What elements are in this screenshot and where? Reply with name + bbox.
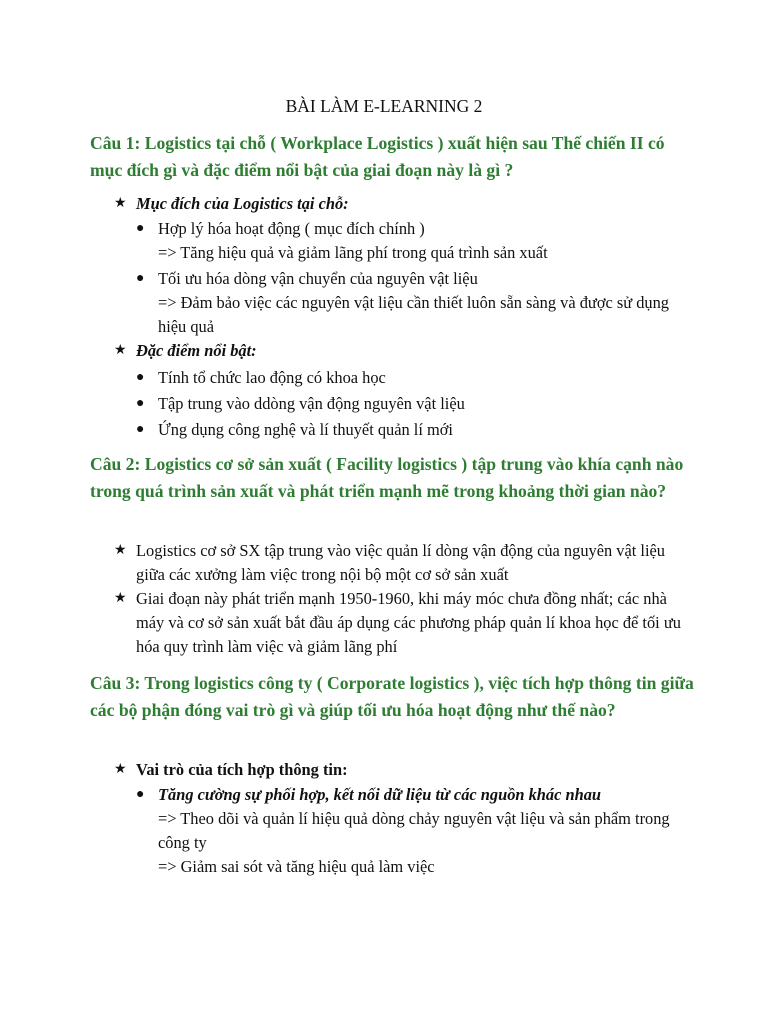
q1-feature-item-2 bbox=[136, 392, 681, 416]
star-bullet-icon: ★ bbox=[114, 762, 127, 777]
q1-feature-item-3 bbox=[136, 418, 681, 442]
q3-role-item-text: Tăng cường sự phối hợp, kết nối dữ liệu từ các nguồn khác nhau bbox=[158, 785, 602, 804]
q1-purpose-item-2-text: Tối ưu hóa dòng vận chuyển của nguyên vật liệu bbox=[158, 269, 478, 288]
bullet-dot-icon: ● bbox=[136, 787, 145, 802]
q2-item-2-text: Giai đoạn này phát triển mạnh 1950-1960, khi máy móc chưa đồng nhất; các nhà máy và cơ sở sản xuất bắt đầu áp dụng các phương pháp quản lí khoa học để tối ưu hóa quy trình làm việc và giảm lãng phí bbox=[136, 589, 681, 656]
q3-role-section bbox=[114, 758, 684, 782]
q3-role-sub-1: => Theo dõi và quản lí hiệu quả dòng chảy nguyên vật liệu và sản phẩm trong công ty bbox=[158, 809, 670, 852]
bullet-dot-icon: ● bbox=[136, 271, 145, 286]
q2-item-1-text: Logistics cơ sở SX tập trung vào việc quản lí dòng vận động của nguyên vật liệu giữa các xưởng làm việc trong nội bộ một cơ sở sản xuất bbox=[136, 541, 665, 584]
q1-purpose-item-2-sub: => Đảm bảo việc các nguyên vật liệu cần thiết luôn sẵn sàng và được sử dụng hiệu quả bbox=[158, 293, 669, 336]
q1-purpose-item-1-text: Hợp lý hóa hoạt động ( mục đích chính ) bbox=[158, 219, 425, 238]
question-3-heading: Câu 3: Trong logistics công ty ( Corporate logistics ), việc tích hợp thông tin giữa các bộ phận đóng vai trò gì và giúp tối ưu hóa hoạt động như thế nào? bbox=[90, 673, 694, 720]
document-title: BÀI LÀM E-LEARNING 2 bbox=[285, 96, 483, 116]
q2-item-1 bbox=[114, 539, 684, 587]
bullet-dot-icon: ● bbox=[136, 221, 145, 236]
q1-purpose-label: Mục đích của Logistics tại chỗ: bbox=[136, 194, 349, 213]
question-1-heading: Câu 1: Logistics tại chỗ ( Workplace Logistics ) xuất hiện sau Thế chiến II có mục đích gì và đặc điểm nổi bật của giai đoạn này là gì ? bbox=[90, 133, 665, 180]
q2-item-2 bbox=[114, 587, 684, 659]
q1-feature-item-2-text: Tập trung vào ddòng vận động nguyên vật liệu bbox=[158, 394, 465, 413]
q1-feature-item-1-text: Tính tổ chức lao động có khoa học bbox=[158, 368, 386, 387]
q3-role-label: Vai trò của tích hợp thông tin: bbox=[136, 760, 348, 779]
q1-purpose-item-1 bbox=[136, 217, 681, 265]
q1-purpose-item-2 bbox=[136, 267, 681, 339]
star-bullet-icon: ★ bbox=[114, 343, 127, 358]
q1-purpose-section bbox=[114, 192, 684, 216]
q1-feature-item-3-text: Ứng dụng công nghệ và lí thuyết quản lí mới bbox=[158, 420, 453, 439]
q3-role-item bbox=[136, 783, 681, 879]
star-bullet-icon: ★ bbox=[114, 591, 127, 606]
q1-purpose-item-1-sub: => Tăng hiệu quả và giảm lãng phí trong quá trình sản xuất bbox=[158, 243, 548, 262]
q1-feature-label: Đặc điểm nổi bật: bbox=[136, 341, 257, 360]
q3-role-sub-2: => Giảm sai sót và tăng hiệu quả làm việc bbox=[158, 857, 435, 876]
q1-feature-item-1 bbox=[136, 366, 681, 390]
q1-feature-section bbox=[114, 339, 684, 363]
star-bullet-icon: ★ bbox=[114, 196, 127, 211]
bullet-dot-icon: ● bbox=[136, 370, 145, 385]
question-2-heading: Câu 2: Logistics cơ sở sản xuất ( Facility logistics ) tập trung vào khía cạnh nào trong quá trình sản xuất và phát triển mạnh mẽ trong khoảng thời gian nào? bbox=[90, 454, 684, 501]
bullet-dot-icon: ● bbox=[136, 422, 145, 437]
bullet-dot-icon: ● bbox=[136, 396, 145, 411]
star-bullet-icon: ★ bbox=[114, 543, 127, 558]
